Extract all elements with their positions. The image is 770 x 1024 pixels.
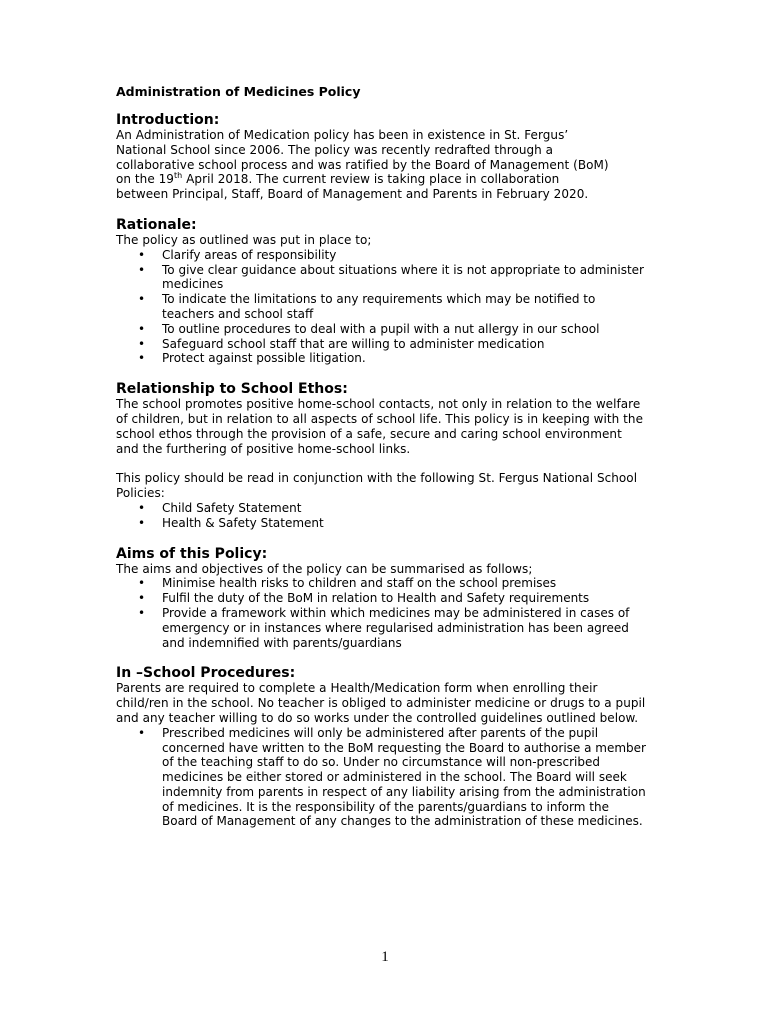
ethos-paragraph: The school promotes positive home-school contacts, not only in relation to the welfare of children, but in relation to all aspects of school life. This policy is in keeping with the school ethos through the provision of a safe, secure and caring school environment and the furthering of positive home-school links. bbox=[116, 397, 644, 456]
introduction-line-4a: on the 19 bbox=[116, 172, 174, 187]
introduction-section bbox=[116, 112, 646, 202]
aims-heading: Aims of this Policy: bbox=[116, 545, 268, 562]
document-page bbox=[116, 84, 646, 844]
list-item: • To outline procedures to deal with a pupil with a nut allergy in our school bbox=[138, 322, 646, 337]
procedures-list bbox=[116, 726, 646, 830]
aims-list bbox=[116, 576, 646, 650]
introduction-line-1: An Administration of Medication policy has been in existence in St. Fergus’ bbox=[116, 128, 569, 142]
list-item: • Safeguard school staff that are willing to administer medication bbox=[138, 337, 646, 352]
rationale-intro: The policy as outlined was put in place to; bbox=[116, 232, 372, 247]
list-item: • Child Safety Statement bbox=[138, 501, 646, 516]
rationale-heading: Rationale: bbox=[116, 216, 197, 233]
document-title: Administration of Medicines Policy bbox=[116, 84, 361, 99]
rationale-list bbox=[116, 248, 646, 366]
introduction-line-4b: April 2018. The current review is taking place in collaboration bbox=[182, 172, 560, 187]
introduction-line-5: between Principal, Staff, Board of Management and Parents in February 2020. bbox=[116, 187, 589, 202]
ethos-paragraph-2: This policy should be read in conjunction with the following St. Fergus National School Policies: bbox=[116, 471, 638, 501]
list-item: • To give clear guidance about situations where it is not appropriate to administer medicines bbox=[138, 263, 646, 293]
list-item: • Health & Safety Statement bbox=[138, 516, 646, 531]
list-item: • Fulfil the duty of the BoM in relation to Health and Safety requirements bbox=[138, 591, 646, 606]
ethos-heading: Relationship to School Ethos: bbox=[116, 381, 348, 398]
list-item: • Clarify areas of responsibility bbox=[138, 248, 646, 263]
procedures-paragraph: Parents are required to complete a Health/Medication form when enrolling their child/ren in the school. No teacher is obliged to administer medicine or drugs to a pupil and any teacher willing to do so works under the controlled guidelines outlined below. bbox=[116, 681, 646, 725]
list-item: • Prescribed medicines will only be administered after parents of the pupil concerned have written to the BoM requesting the Board to authorise a member of the teaching staff to do so. Under no circumstance will non-prescribed medicines be either stored or administered in the school. The Board will seek indemnity from parents in respect of any liability arising from the administration of medicines. It is the responsibility of the parents/guardians to inform the Board of Management of any changes to the administration of these medicines. bbox=[138, 726, 646, 830]
introduction-line-3: collaborative school process and was ratified by the Board of Management (BoM) bbox=[116, 157, 609, 172]
list-item: • Provide a framework within which medicines may be administered in cases of emergency or in instances where regularised administration has been agreed and indemnified with parents/guardians bbox=[138, 606, 646, 650]
procedures-heading: In –School Procedures: bbox=[116, 665, 296, 682]
aims-section bbox=[116, 546, 646, 651]
aims-intro: The aims and objectives of the policy can be summarised as follows; bbox=[116, 561, 533, 576]
introduction-heading: Introduction: bbox=[116, 112, 220, 128]
ethos-list bbox=[116, 501, 646, 531]
ethos-section bbox=[116, 381, 646, 530]
list-item: • Minimise health risks to children and staff on the school premises bbox=[138, 576, 646, 591]
page-number: 1 bbox=[381, 949, 389, 965]
introduction-superscript: th bbox=[174, 171, 183, 181]
rationale-section bbox=[116, 217, 646, 366]
procedures-section bbox=[116, 665, 646, 829]
introduction-paragraph bbox=[116, 128, 646, 202]
list-item: • To indicate the limitations to any requirements which may be notified to teachers and school staff bbox=[138, 292, 646, 322]
list-item: • Protect against possible litigation. bbox=[138, 351, 646, 366]
introduction-line-2: National School since 2006. The policy was recently redrafted through a bbox=[116, 142, 554, 157]
